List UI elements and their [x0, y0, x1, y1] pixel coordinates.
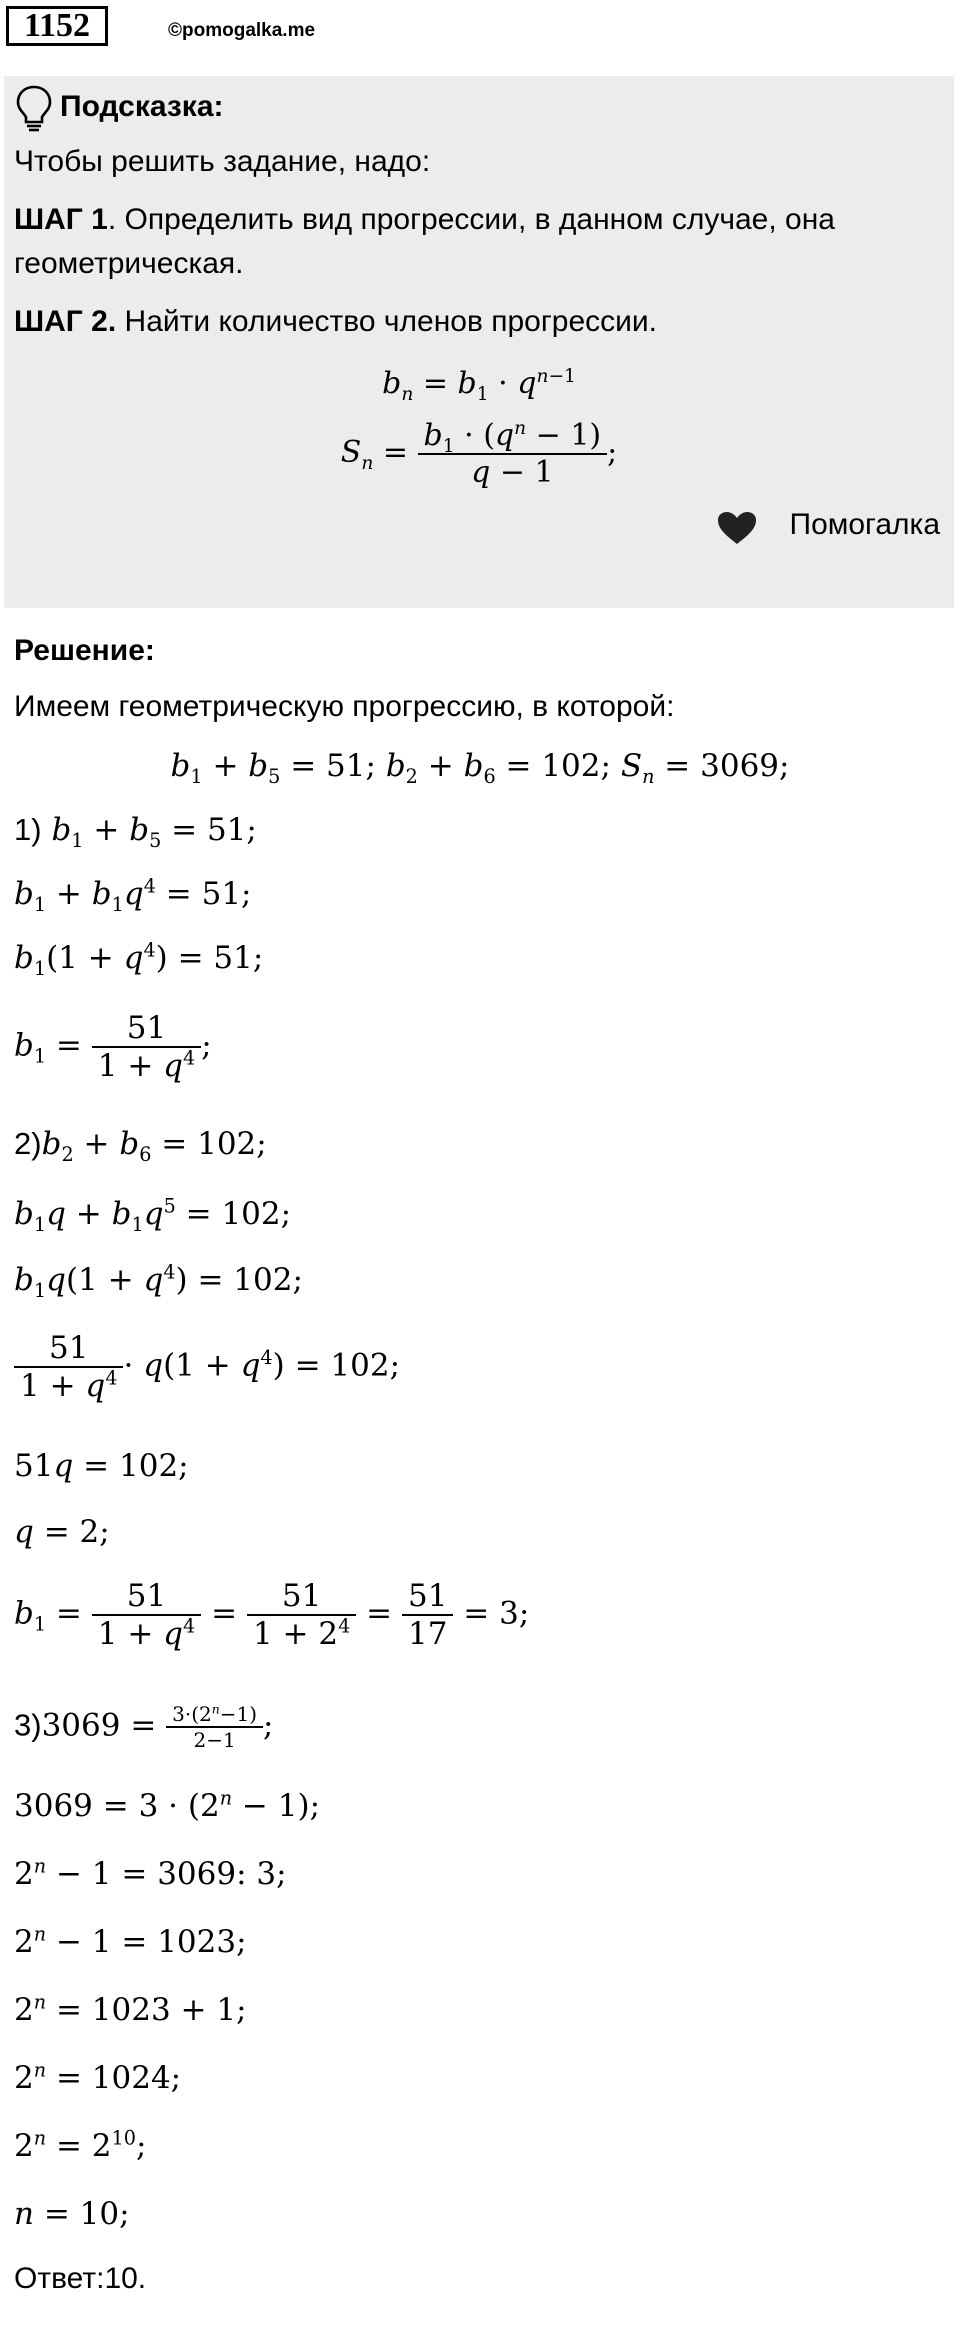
hint-step2: [14, 300, 657, 344]
step2-text: Найти количество членов прогрессии.: [116, 305, 658, 338]
hint-intro: Чтобы решить задание, надо:: [14, 145, 431, 178]
eq-line-19: n = 10;: [14, 2196, 130, 2232]
eq-line-17: $2^n = 1024$;: [14, 2058, 182, 2096]
solution-title: Решение:: [14, 634, 155, 667]
eq-line-2: $b_1 + b_1q^4 = 51$;: [14, 874, 252, 917]
step1-text: . Определить вид прогрессии, в данном случае, она: [107, 203, 835, 236]
header: [0, 0, 960, 60]
eq-line-16: $2^n = 1023 + 1$;: [14, 1990, 247, 2028]
eq-line-1: 1) $b_1 + b_5 = 51$;: [14, 812, 257, 853]
hint-box: [4, 76, 954, 608]
eq-line-14: $2^n - 1 = 3069$: 3;: [14, 1854, 287, 1892]
eq-line-11: $b_1$ = $\frac{51}{1 + q^4}$ = $\frac{51}{1 + 2^4}$ = $\frac{51}{17}$ = 3;: [14, 1578, 530, 1652]
eq-line-15: $2^n - 1 = 1023$;: [14, 1922, 247, 1960]
eq-line-6: $b_1q + b_1q^5 = 102$;: [14, 1194, 292, 1237]
eq-line-5: $2)b_2 + b_6 = 102$;: [14, 1126, 267, 1167]
eq-line-8: $\frac{51}{1 + q^4}$ · $q(1 + q^4) = 102$;: [14, 1330, 400, 1404]
eq-line-10: q = 2;: [14, 1514, 110, 1550]
eq-line-12: 3)3069 = $\frac{3\cdot(2^n-1)}{2-1}$ ;: [14, 1701, 274, 1752]
step1-label: ШАГ 1: [14, 203, 108, 236]
answer: Ответ:10.: [14, 2262, 147, 2295]
eq-line-4: $b_1$ = $\frac{51}{1 + q^4}$ ;: [14, 1010, 212, 1084]
eq-line-18: $2^n = 2^{10}$;: [14, 2126, 147, 2164]
eq-line-13: $3069 = 3 \cdot (2^n - 1)$;: [14, 1786, 321, 1824]
task-number: 1152: [6, 6, 108, 46]
eq-line-9: 51q = 102;: [14, 1448, 189, 1484]
given-equations: $b_1 + b_5 = 51$; $b_2 + b_6 = 102$; $S_n = 3069$;: [170, 748, 790, 789]
lightbulb-icon: [14, 84, 54, 132]
solution-intro: Имеем геометрическую прогрессию, в которой:: [14, 690, 675, 723]
hint-title: Подсказка:: [60, 90, 224, 123]
brand-name: Помогалка: [789, 508, 940, 541]
site-link[interactable]: ©pomogalka.me: [168, 20, 316, 41]
step2-label: ШАГ 2.: [14, 305, 117, 338]
heart-icon: [716, 510, 758, 546]
formula-bn: $b_n = b_1 \cdot q^{n-1}$: [382, 366, 576, 405]
eq-line-3: $b_1(1 + q^4) = 51$;: [14, 938, 264, 981]
formula-sn: $S_n$ = $\frac{b_1 \cdot (q^n - 1)}{q - 1}$ ;: [340, 418, 618, 490]
eq-line-7: $b_1q(1 + q^4) = 102$;: [14, 1260, 303, 1303]
hint-step1-cont: геометрическая.: [14, 247, 244, 280]
hint-step1: [14, 198, 835, 242]
